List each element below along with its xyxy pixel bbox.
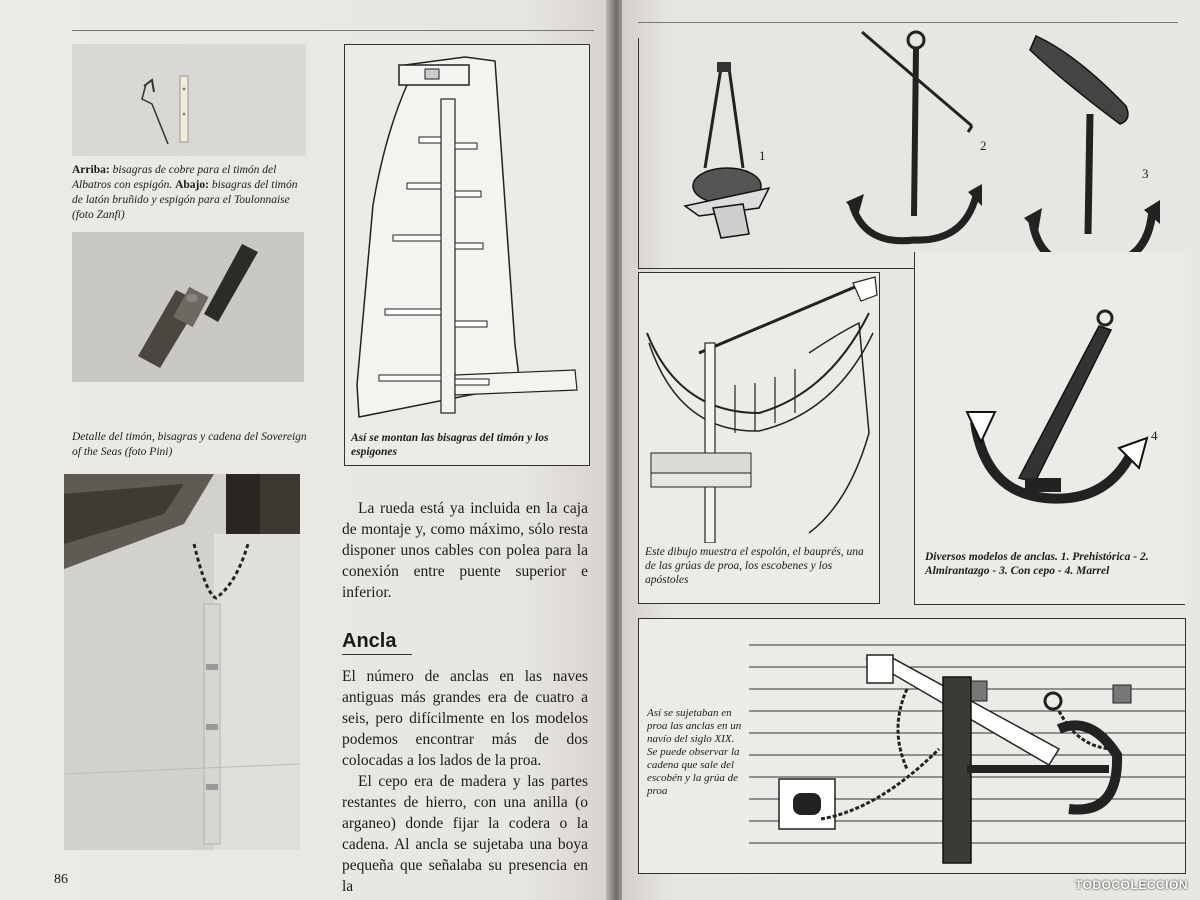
rudder-chain-photo — [64, 474, 300, 850]
caption-lead-below: Abajo: — [175, 179, 209, 191]
anchor-label-2: 2 — [980, 138, 987, 153]
hinges-photo — [72, 44, 306, 156]
rudder-caption: Detalle del timón, bisagras y cadena del Sovereign of the Seas (foto Pini) — [72, 431, 307, 458]
watermark: TODOCOLECCION — [1075, 878, 1188, 892]
hinges-caption: Arriba: bisagras de cobre para el timón del Albatros con espigón. Abajo: bisagras del timón de latón bruñido y espigón para el Toulonnaise (foto Zanfi) — [72, 164, 298, 221]
bow-caption: Este dibujo muestra el espolón, el bauprés, una de las grúas de proa, los escobenes y los apóstoles — [645, 546, 864, 586]
anchor-label-1: 1 — [759, 148, 766, 163]
heading-underline — [342, 654, 412, 655]
page-number: 86 — [54, 872, 68, 887]
right-header-rule — [638, 22, 1178, 23]
header-rule — [72, 30, 594, 31]
wheel-paragraph: La rueda está ya incluida en la caja de montaje y, como máximo, sólo resta disponer unos cables con polea para la conexión entre puente superior e inferior. — [342, 500, 588, 601]
anchor-label-4: 4 — [1151, 428, 1158, 443]
right-page — [622, 0, 1200, 900]
bow-diagram — [638, 272, 880, 604]
section-heading: Ancla — [342, 630, 397, 652]
anchor-label-3: 3 — [1142, 166, 1149, 181]
hull-anchor-diagram — [638, 618, 1186, 874]
anchor-paragraph-1: El número de anclas en las naves antiguas más grandes era de cuatro a seis, pero difícilmente en los modelos podemos encontrar más de dos colocadas a los lados de la proa. — [342, 668, 588, 769]
caption-lead-above: Arriba: — [72, 164, 110, 176]
rudder-hinge-diagram — [344, 44, 590, 466]
anchors-types-box — [914, 252, 1185, 605]
anchor-3-drawing — [1016, 24, 1166, 274]
hinge-diagram-caption: Así se montan las bisagras del timón y los espigones — [351, 432, 549, 458]
hull-caption: Así se sujetaban en proa las anclas en un navío del siglo XIX. Se puede observar la cadena que sale del escobén y la grúa de proa — [647, 707, 742, 797]
brass-hinge-photo — [72, 232, 304, 382]
anchors-caption: Diversos modelos de anclas. 1. Prehistórica - 2. Almirantazgo - 3. Con cepo - 4. Marrel — [925, 551, 1149, 577]
anchor-paragraphs — [342, 666, 588, 897]
anchor-paragraph-2: El cepo era de madera y las partes restantes de hierro, con una anilla (o arganeo) donde fijar la codera o la cadena. Al ancla se sujetaba una boya pequeña que señalaba su presencia en la — [342, 773, 588, 895]
anchor-2-drawing — [842, 26, 992, 256]
